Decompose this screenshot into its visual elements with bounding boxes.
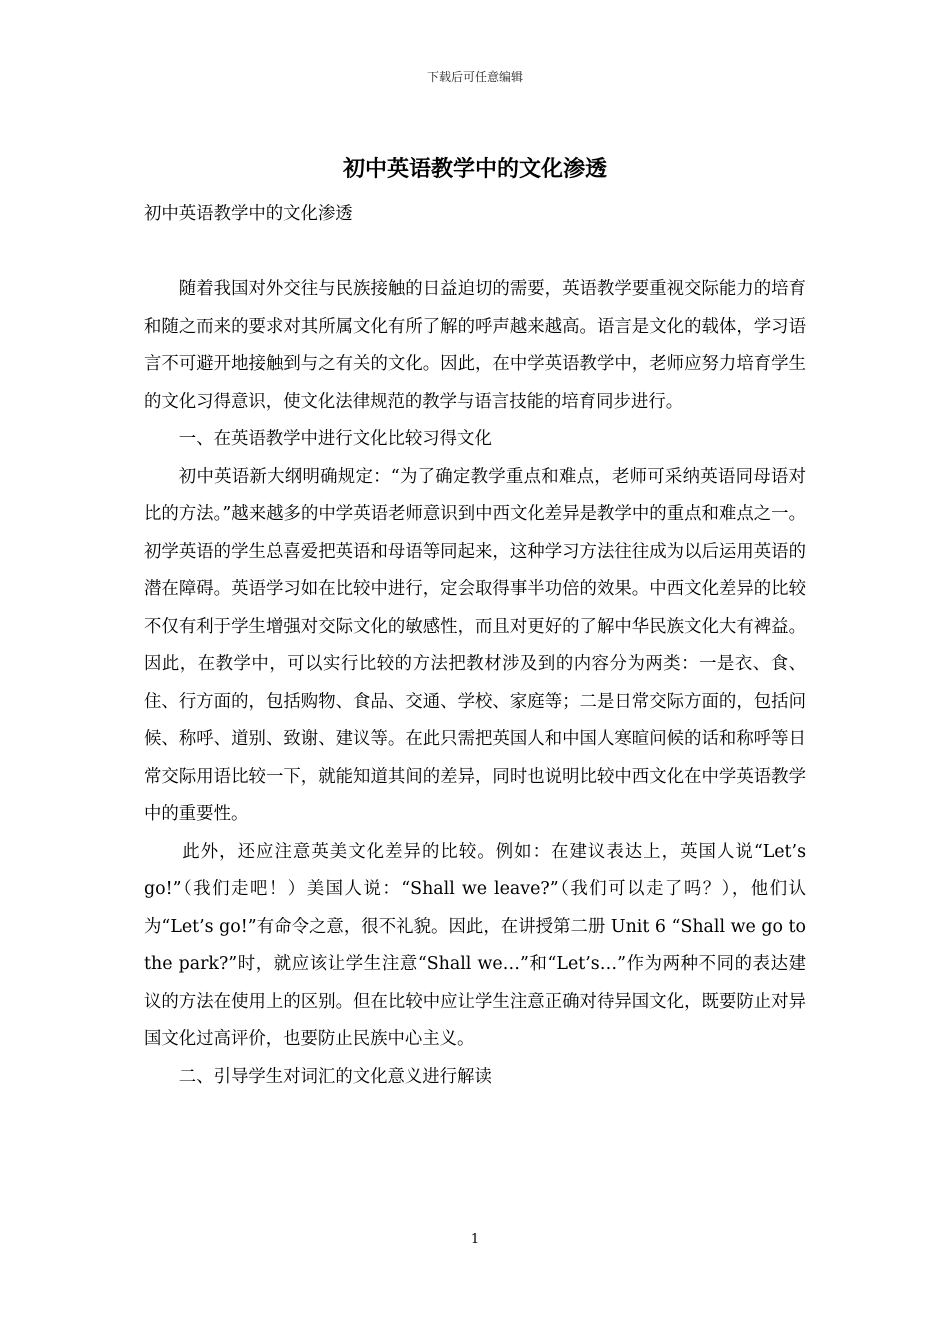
paragraph-comparison: 此外，还应注意英美文化差异的比较。例如：在建议表达上，英国人说“Let’s go!”（我们走吧！）美国人说：“Shall we leave?”（我们可以走了吗？），他们认为“Let’s go!”有命令之意，很不礼貌。因此，在讲授第二册 Unit 6 “Shall we go to the park?”时，就应该让学生注意“Shall we…”和“Let’s…”作为两种不同的表达建议的方法在使用上的区别。但在比较中应让学生注意正确对待异国文化，既要防止对异国文化过高评价，也要防止民族中心主义。: [144, 841, 806, 1049]
document-body: [144, 196, 806, 1096]
section-heading-2: 二、引导学生对词汇的文化意义进行解读: [178, 1066, 492, 1087]
section-heading-1: 一、在英语教学中进行文化比较习得文化: [178, 429, 492, 449]
document-title: 初中英语教学中的文化渗透: [342, 157, 607, 182]
page-number: 1: [470, 1232, 480, 1247]
header-note: 下载后可任意编辑: [426, 70, 523, 84]
paragraph-intro: 随着我国对外交往与民族接触的日益迫切的需要，英语教学要重视交际能力的培育和随之而来的要求对其所属文化有所了解的呼声越来越高。语言是文化的载体，学习语言不可避开地接触到与之有关的文化。因此，在中学英语教学中，老师应努力培育学生的文化习得意识，使文化法律规范的教学与语言技能的培育同步进行。: [144, 279, 806, 412]
paragraph-section-1: 初中英语新大纲明确规定：“为了确定教学重点和难点，老师可采纳英语同母语对比的方法。”越来越多的中学英语老师意识到中西文化差异是教学中的重点和难点之一。初学英语的学生总喜爱把英语和母语等同起来，这种学习方法往往成为以后运用英语的潜在障碍。英语学习如在比较中进行，定会取得事半功倍的效果。中西文化差异的比较不仅有利于学生增强对交际文化的敏感性，而且对更好的了解中华民族文化大有裨益。因此，在教学中，可以实行比较的方法把教材涉及到的内容分为两类：一是衣、食、住、行方面的，包括购物、食品、交通、学校、家庭等；二是日常交际方面的，包括问候、称呼、道别、致谢、建议等。在此只需把英国人和中国人寒暄问候的话和称呼等日常交际用语比较一下，就能知道其间的差异，同时也说明比较中西文化在中学英语教学中的重要性。: [144, 466, 806, 824]
document-subtitle: 初中英语教学中的文化渗透: [144, 204, 353, 224]
